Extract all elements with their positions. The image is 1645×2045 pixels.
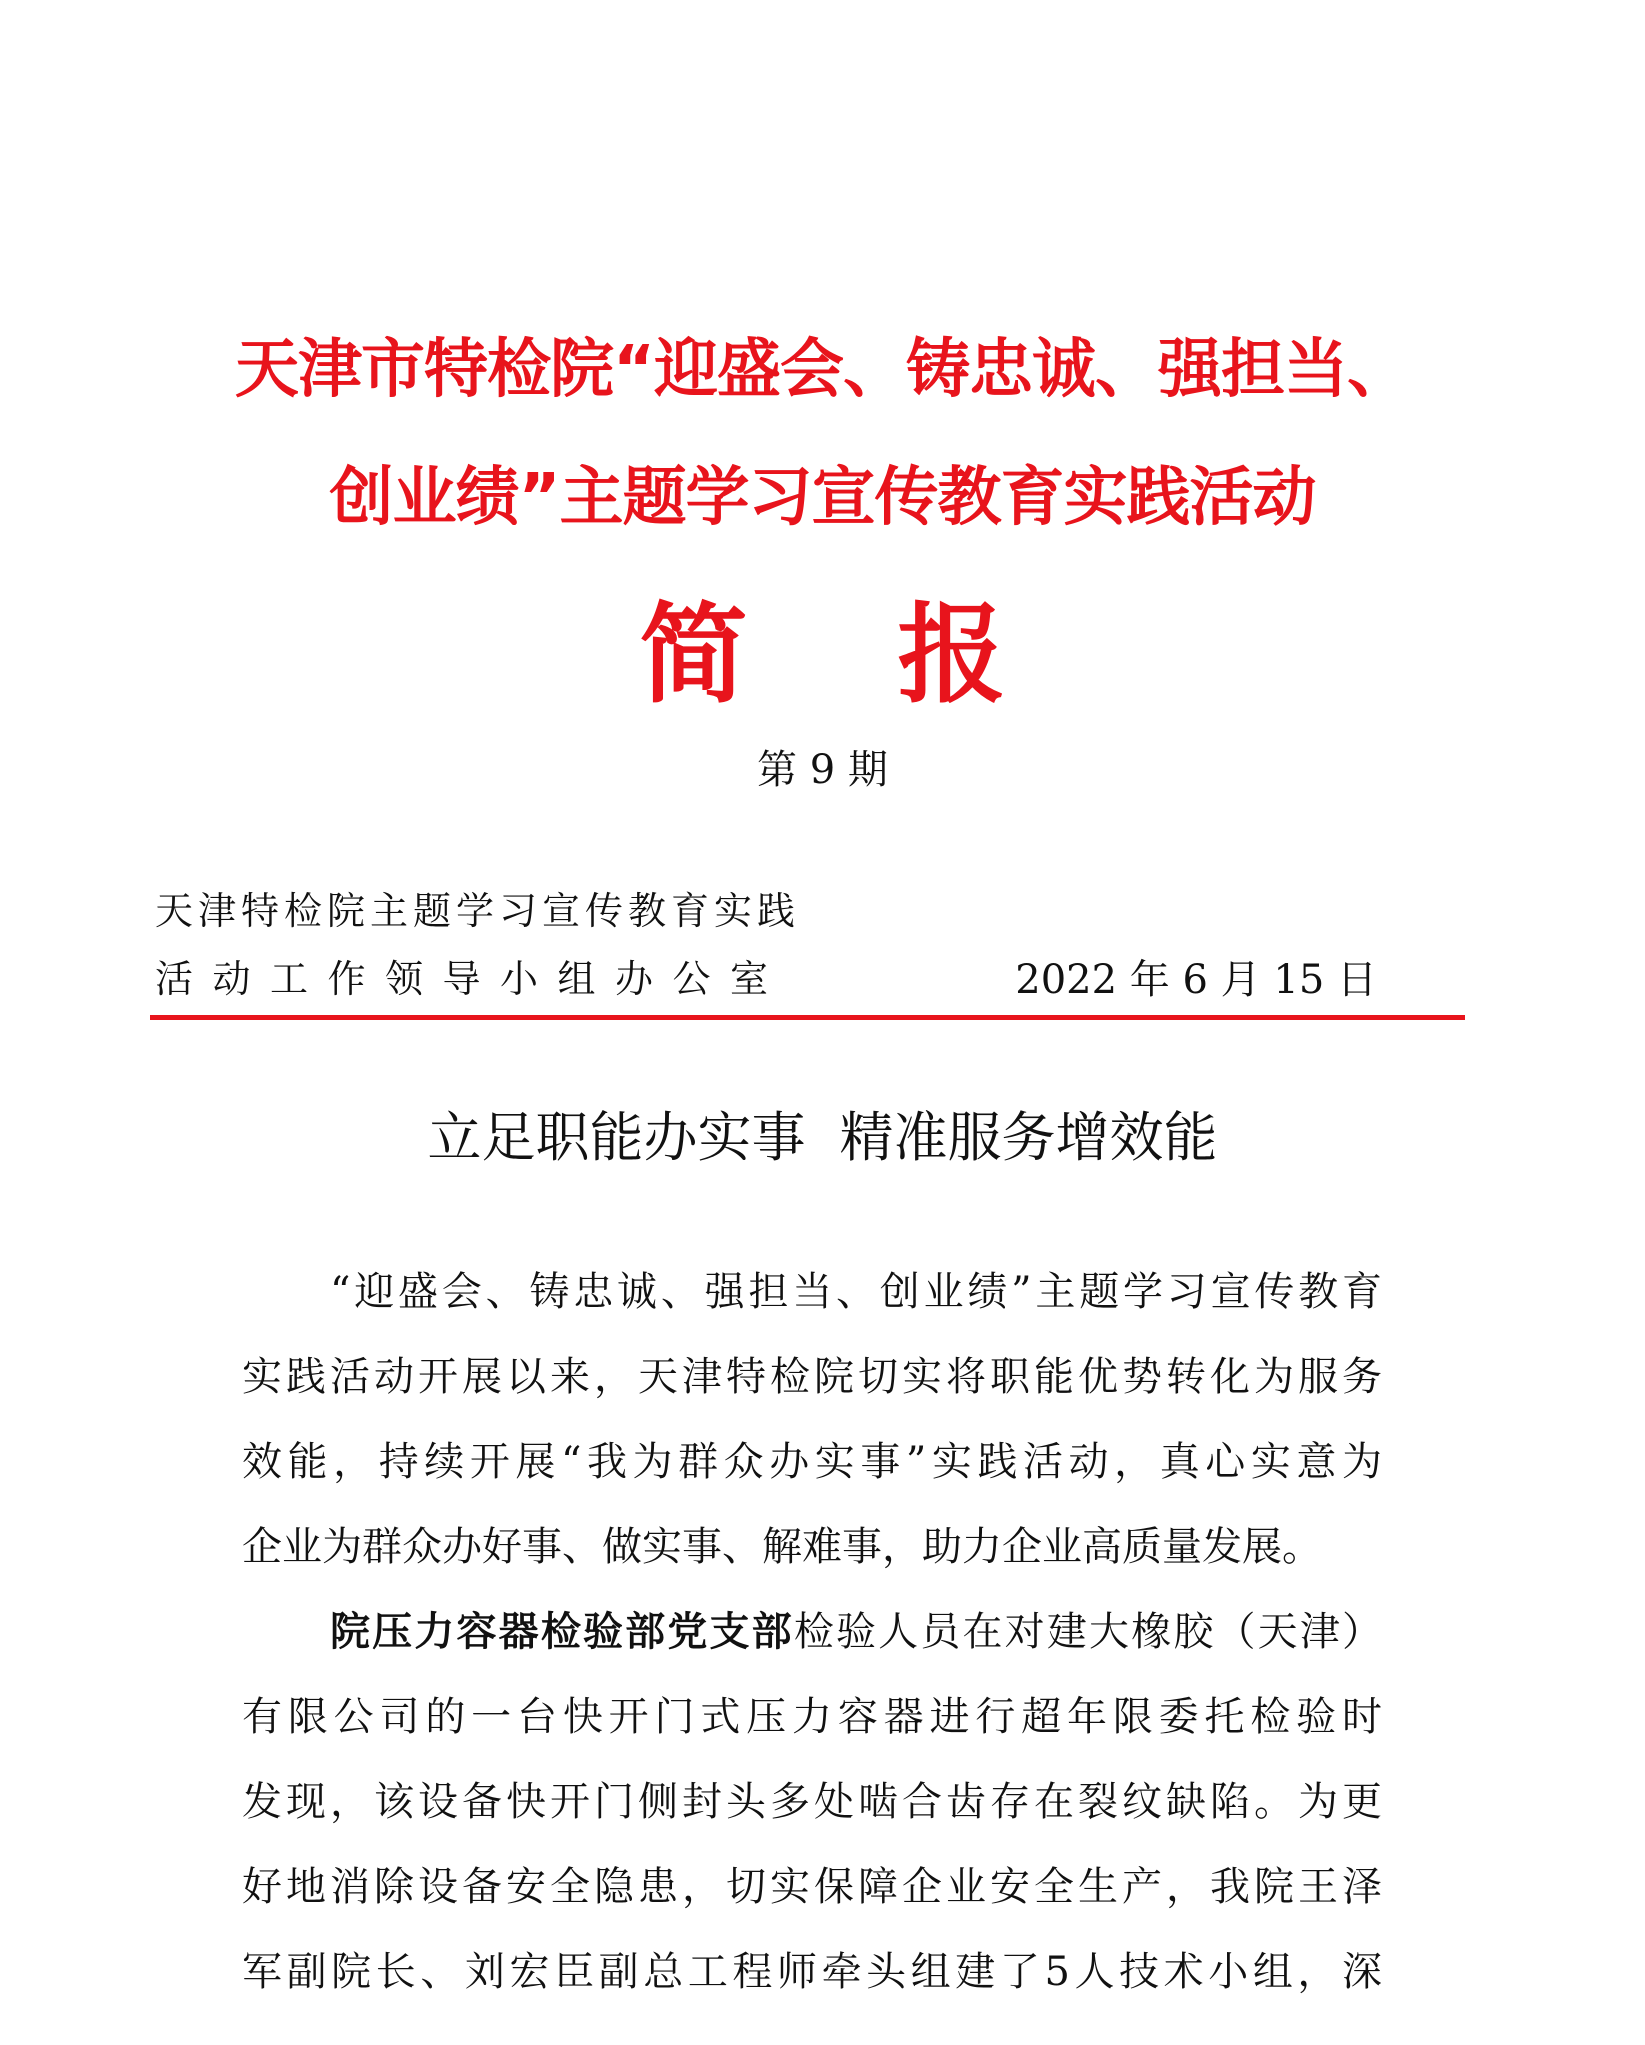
publish-date: 2022 年 6 月 15 日 xyxy=(1015,957,1377,1003)
bulletin-title-char-2: 报 xyxy=(897,592,1006,718)
bulletin-title-char-1: 简 xyxy=(639,592,748,718)
paragraph-1-line-3: 效能，持续开展“我为群众办实事”实践活动，真心实意为 xyxy=(242,1439,1382,1485)
paragraph-1-line-4: 企业为群众办好事、做实事、解难事，助力企业高质量发展。 xyxy=(242,1524,1322,1570)
paragraph-2-line-1 xyxy=(330,1608,1383,1655)
masthead-title-line-2: 创业绩”主题学习宣传教育实践活动 xyxy=(329,461,1316,535)
issuer-line-2: 活动工作领导小组办公室 xyxy=(155,957,788,1001)
article-title xyxy=(0,1095,1645,1172)
paragraph-2-lead-bold: 院压力容器检验部党支部 xyxy=(330,1608,794,1655)
paragraph-1-line-2: 实践活动开展以来，天津特检院切实将职能优势转化为服务 xyxy=(242,1354,1382,1400)
article-title-part-2: 精准服务增效能 xyxy=(839,1106,1218,1169)
paragraph-1-line-1: “迎盛会、铸忠诚、强担当、创业绩”主题学习宣传教育 xyxy=(330,1269,1382,1315)
article-title-part-1: 立足职能办实事 xyxy=(427,1106,806,1169)
paragraph-2-line-4: 好地消除设备安全隐患，切实保障企业安全生产，我院王泽 xyxy=(242,1864,1382,1910)
issuer-line-1: 天津特检院主题学习宣传教育实践 xyxy=(155,889,801,933)
issue-number: 第 9 期 xyxy=(757,747,888,793)
paragraph-2-line-1-rest: 检验人员在对建大橡胶（天津） xyxy=(793,1609,1383,1655)
masthead-title-line-1: 天津市特检院“迎盛会、铸忠诚、强担当、 xyxy=(234,333,1411,407)
paragraph-2-line-5: 军副院长、刘宏臣副总工程师牵头组建了5人技术小组，深 xyxy=(242,1949,1382,1995)
paragraph-2-line-3: 发现，该设备快开门侧封头多处啮合齿存在裂纹缺陷。为更 xyxy=(242,1779,1382,1825)
header-divider xyxy=(150,1015,1465,1020)
paragraph-2-line-2: 有限公司的一台快开门式压力容器进行超年限委托检验时 xyxy=(242,1694,1382,1740)
bulletin-title xyxy=(150,568,1495,723)
